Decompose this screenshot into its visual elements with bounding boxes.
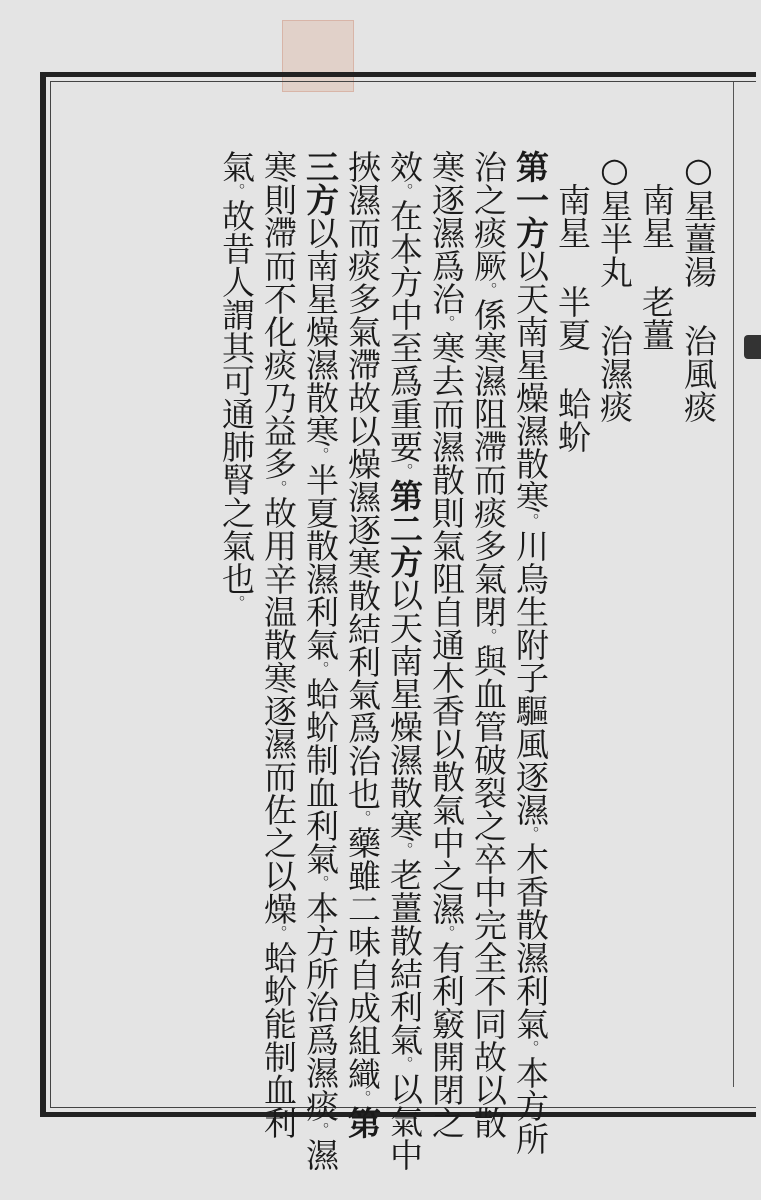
text-segment: 寒去而濕散則氣阻自通木香以散氣中之濕 [427,331,466,925]
text-segment: 以天南星燥濕散寒 [511,249,550,513]
text-segment: 本方所 [511,1056,550,1155]
formula-heading: 第二方 [385,479,424,578]
punctuation-mark [311,661,330,677]
text-column [594,150,634,1080]
text-column [426,150,466,1139]
text-segment: 以南星燥濕散寒 [301,216,340,447]
text-segment: 蛤蚧能制血利 [259,941,298,1139]
text-segment: 治濕痰 [595,324,634,423]
punctuation-mark [479,628,498,644]
text-segment: 老薑 [637,285,676,351]
punctuation-mark [521,513,540,529]
punctuation-mark [353,810,372,826]
text-segment: 故用辛温散寒逐濕而佐之以燥 [259,496,298,925]
text-column [552,150,592,1080]
text-segment: 南星 [553,150,592,249]
text-segment: 故昔人謂其可通肺腎之氣也 [217,199,256,595]
punctuation-mark [395,1056,414,1072]
punctuation-mark [269,925,288,941]
punctuation-mark [311,447,330,463]
formula-heading: 三方 [301,150,340,216]
text-segment: 效 [385,150,424,183]
text-column [510,150,550,1155]
text-column [384,150,424,1171]
text-body [216,150,718,1171]
punctuation-mark [395,183,414,199]
text-segment: 南星 [637,150,676,249]
formula-heading: 第 [343,1106,382,1139]
text-segment: 半夏散濕利氣 [301,463,340,661]
text-segment: 以天南星燥濕散寒 [385,578,424,842]
text-segment: 與血管破裂之卒中完全不同故以散 [469,644,508,1139]
text-column [216,150,256,1080]
text-segment: 本方所治爲濕痰 [301,891,340,1122]
punctuation-mark [437,925,456,941]
text-column [258,150,298,1139]
punctuation-mark [395,463,414,479]
text-segment: 川烏生附子驅風逐濕 [511,529,550,826]
punctuation-mark [395,842,414,858]
fold-mark-icon [744,335,761,359]
inner-rule-line [733,82,734,1087]
punctuation-mark [437,315,456,331]
punctuation-mark [311,875,330,891]
text-segment: 係寒濕阻滯而痰多氣閉 [469,298,508,628]
punctuation-mark [311,1122,330,1138]
punctuation-mark [227,595,246,611]
punctuation-mark [227,183,246,199]
text-segment: 在本方中至爲重要 [385,199,424,463]
text-segment: 氣 [217,150,256,183]
text-column [300,150,340,1171]
text-segment: 老薑散結利氣 [385,858,424,1056]
text-segment: 木香散濕利氣 [511,842,550,1040]
text-column [468,150,508,1139]
punctuation-mark [479,282,498,298]
punctuation-mark [521,1040,540,1056]
punctuation-mark [353,1090,372,1106]
text-column [636,150,676,1080]
punctuation-mark [521,826,540,842]
text-segment: ○星半丸 [595,150,634,288]
text-segment: 治之痰厥 [469,150,508,282]
text-segment: 以氣中 [385,1072,424,1171]
text-segment: 蛤蚧 [553,387,592,453]
text-column [678,150,718,1080]
text-segment: 半夏 [553,285,592,351]
text-segment: 挾濕而痰多氣滯故以燥濕逐寒散結利氣爲治也 [343,150,382,810]
text-segment: 有利竅開閉之 [427,941,466,1139]
text-segment: 藥雖二味自成組織 [343,826,382,1090]
formula-heading: 第一方 [511,150,550,249]
text-segment: ○星薑湯 [679,150,718,288]
punctuation-mark [269,480,288,496]
text-segment: 治風痰 [679,324,718,423]
text-segment: 蛤蚧制血利氣 [301,677,340,875]
text-segment: 寒逐濕爲治 [427,150,466,315]
text-segment: 濕 [301,1138,340,1171]
text-segment: 寒則滯而不化痰乃益多 [259,150,298,480]
text-column [342,150,382,1139]
